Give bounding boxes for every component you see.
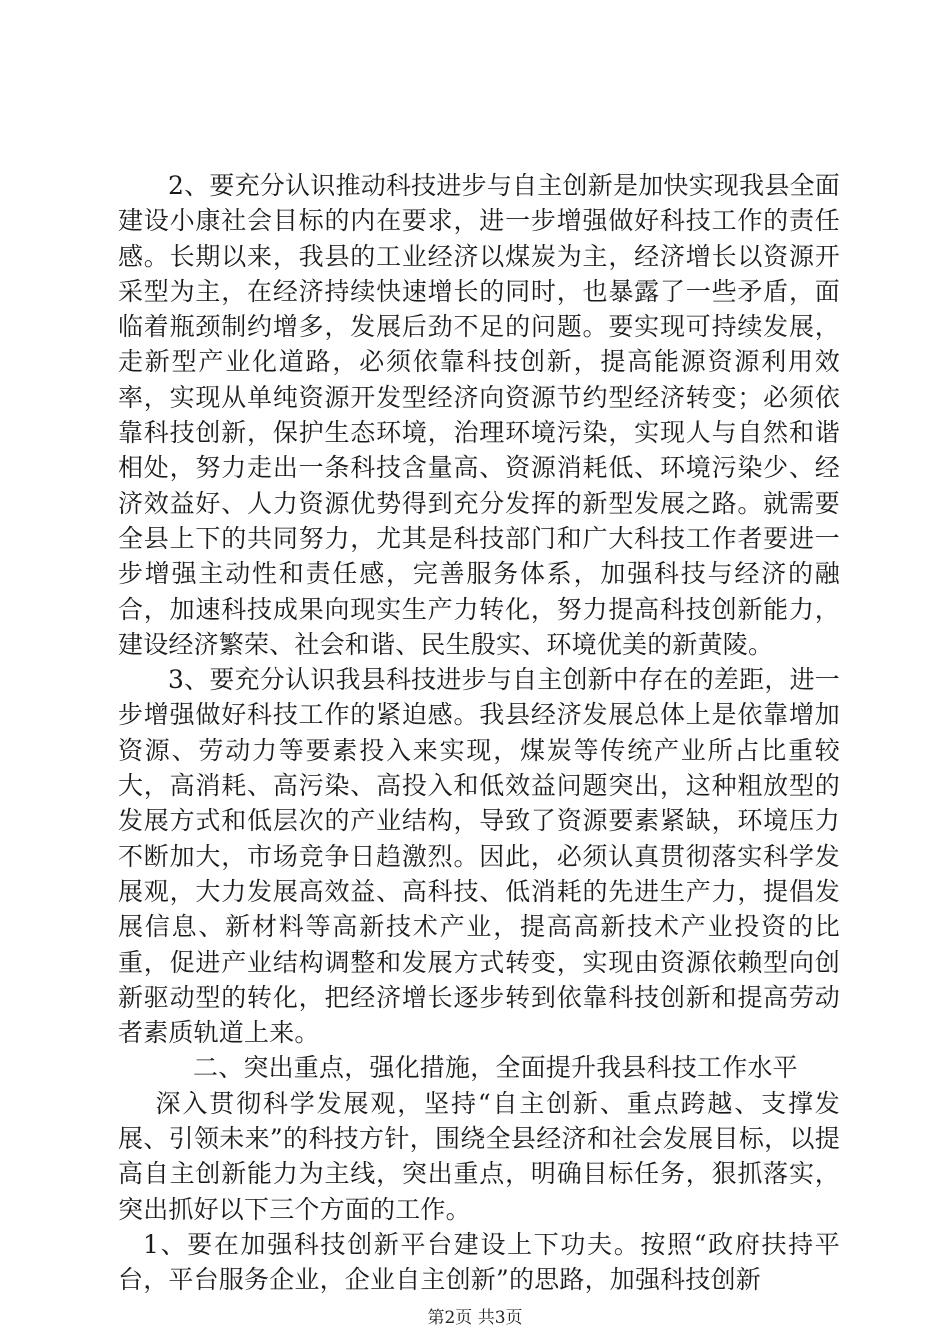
paragraph-point-3: 3、要充分认识我县科技进步与自主创新中存在的差距，进一步增强做好科技工作的紧迫感。我县经济发展总体上是依靠增加资源、劳动力等要素投入来实现，煤炭等传统产业所占比重较大，高消耗、高污染、高投入和低效益问题突出，这种粗放型的发展方式和低层次的产业结构，导致了资源要素紧缺，环境压力不断加大，市场竞争日趋激烈。因此，必须认真贯彻落实科学发展观，大力发展高效益、高科技、低消耗的先进生产力，提倡发展信息、新材料等高新技术产业，提高高新技术产业投资的比重，促进产业结构调整和发展方式转变，实现由资源依赖型向创新驱动型的转化，把经济增长逐步转到依靠科技创新和提高劳动者素质轨道上来。	[118, 665, 840, 1048]
paragraph-point-2: 2、要充分认识推动科技进步与自主创新是加快实现我县全面建设小康社会目标的内在要求，进一步增强做好科技工作的责任感。长期以来，我县的工业经济以煤炭为主，经济增长以资源开采型为主，在经济持续快速增长的同时，也暴露了一些矛盾，面临着瓶颈制约增多，发展后劲不足的问题。要实现可持续发展，走新型产业化道路，必须依靠科技创新，提高能源资源利用效率，实现从单纯资源开发型经济向资源节约型经济转变；必须依靠科技创新，保护生态环境，治理环境污染，实现人与自然和谐相处，努力走出一条科技含量高、资源消耗低、环境污染少、经济效益好、人力资源优势得到充分发挥的新型发展之路。就需要全县上下的共同努力，尤其是科技部门和广大科技工作者要进一步增强主动性和责任感，完善服务体系，加强科技与经济的融合，加速科技成果向现实生产力转化，努力提高科技创新能力，建设经济繁荣、社会和谐、民生殷实、环境优美的新黄陵。	[118, 171, 840, 659]
document-body	[118, 168, 840, 1298]
paragraph-item-1: 1、要在加强科技创新平台建设上下功夫。按照“政府扶持平台，平台服务企业，企业自主创新”的思路，加强科技创新	[118, 1229, 840, 1295]
page-footer: 第2页 共3页	[427, 1308, 523, 1328]
paragraph-intro: 深入贯彻科学发展观，坚持“自主创新、重点跨越、支撑发展、引领未来”的科技方针，围绕全县经济和社会发展目标，以提高自主创新能力为主线，突出重点，明确目标任务，狠抓落实，突出抓好以下三个方面的工作。	[118, 1088, 840, 1224]
section-heading-two: 二、突出重点，强化措施，全面提升我县科技工作水平	[193, 1053, 798, 1083]
